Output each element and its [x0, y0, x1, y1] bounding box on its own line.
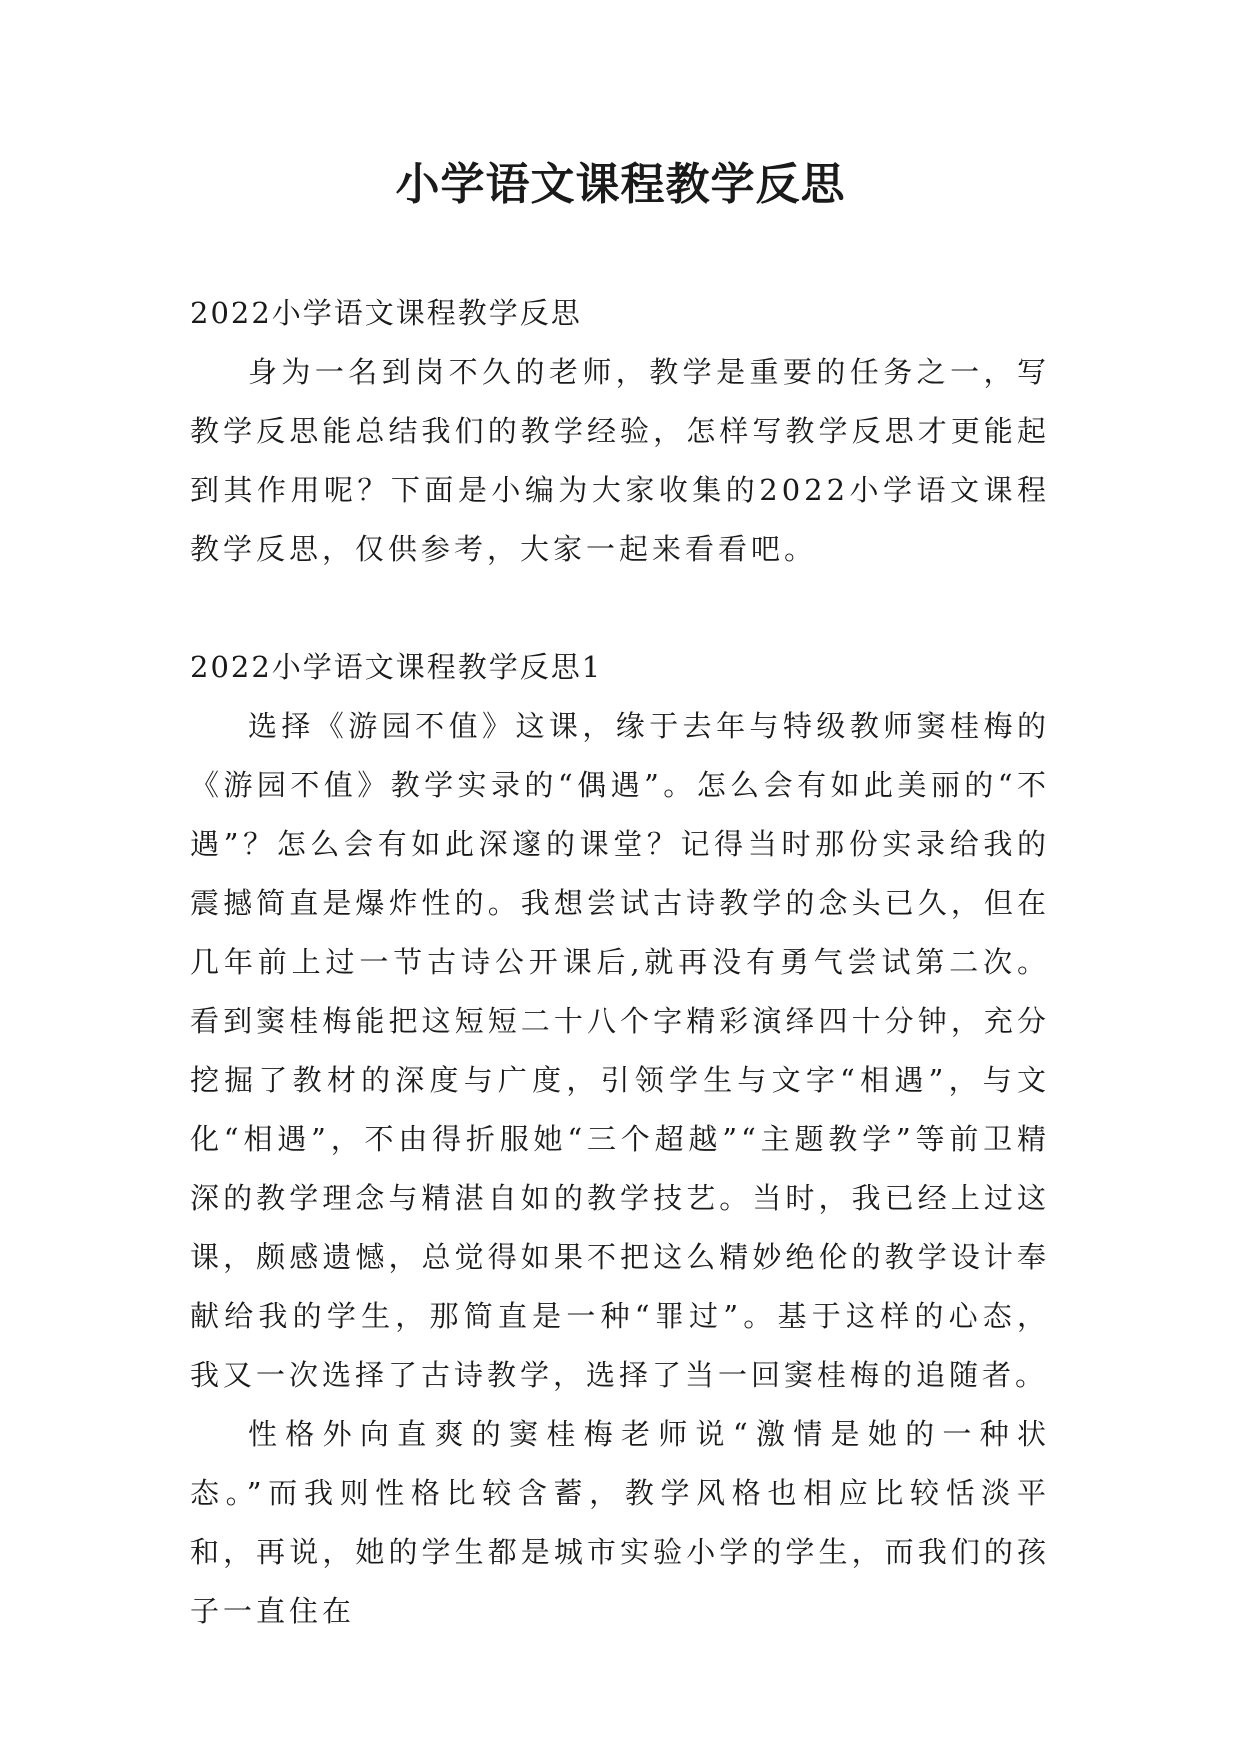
- section-spacer: [190, 579, 1050, 638]
- section1-heading: 2022小学语文课程教学反思1: [190, 650, 603, 684]
- document-title: 小学语文课程教学反思: [395, 159, 846, 210]
- intro-heading: 2022小学语文课程教学反思: [190, 296, 582, 330]
- section1-paragraph-2: 性格外向直爽的窦桂梅老师说“激情是她的一种状态。”而我则性格比较含蓄，教学风格也相应比较恬淡平和，再说，她的学生都是城市实验小学的学生，而我们的孩子一直住在: [190, 1417, 1050, 1628]
- document-body: [190, 284, 1050, 1641]
- section1-paragraph-1: 选择《游园不值》这课，缘于去年与特级教师窦桂梅的《游园不值》教学实录的“偶遇”。怎么会有如此美丽的“不遇”？怎么会有如此深邃的课堂？记得当时那份实录给我的震撼简直是爆炸性的。我想尝试古诗教学的念头已久，但在几年前上过一节古诗公开课后,就再没有勇气尝试第二次。看到窦桂梅能把这短短二十八个字精彩演绎四十分钟，充分挖掘了教材的深度与广度，引领学生与文字“相遇”，与文化“相遇”，不由得折服她“三个超越”“主题教学”等前卫精深的教学理念与精湛自如的教学技艺。当时，我已经上过这课，颇感遗憾，总觉得如果不把这么精妙绝伦的教学设计奉献给我的学生，那简直是一种“罪过”。基于这样的心态，我又一次选择了古诗教学，选择了当一回窦桂梅的追随者。: [190, 709, 1050, 1392]
- intro-paragraph: 身为一名到岗不久的老师，教学是重要的任务之一，写教学反思能总结我们的教学经验，怎样写教学反思才更能起到其作用呢？下面是小编为大家收集的2022小学语文课程教学反思，仅供参考，大家一起来看看吧。: [190, 355, 1050, 566]
